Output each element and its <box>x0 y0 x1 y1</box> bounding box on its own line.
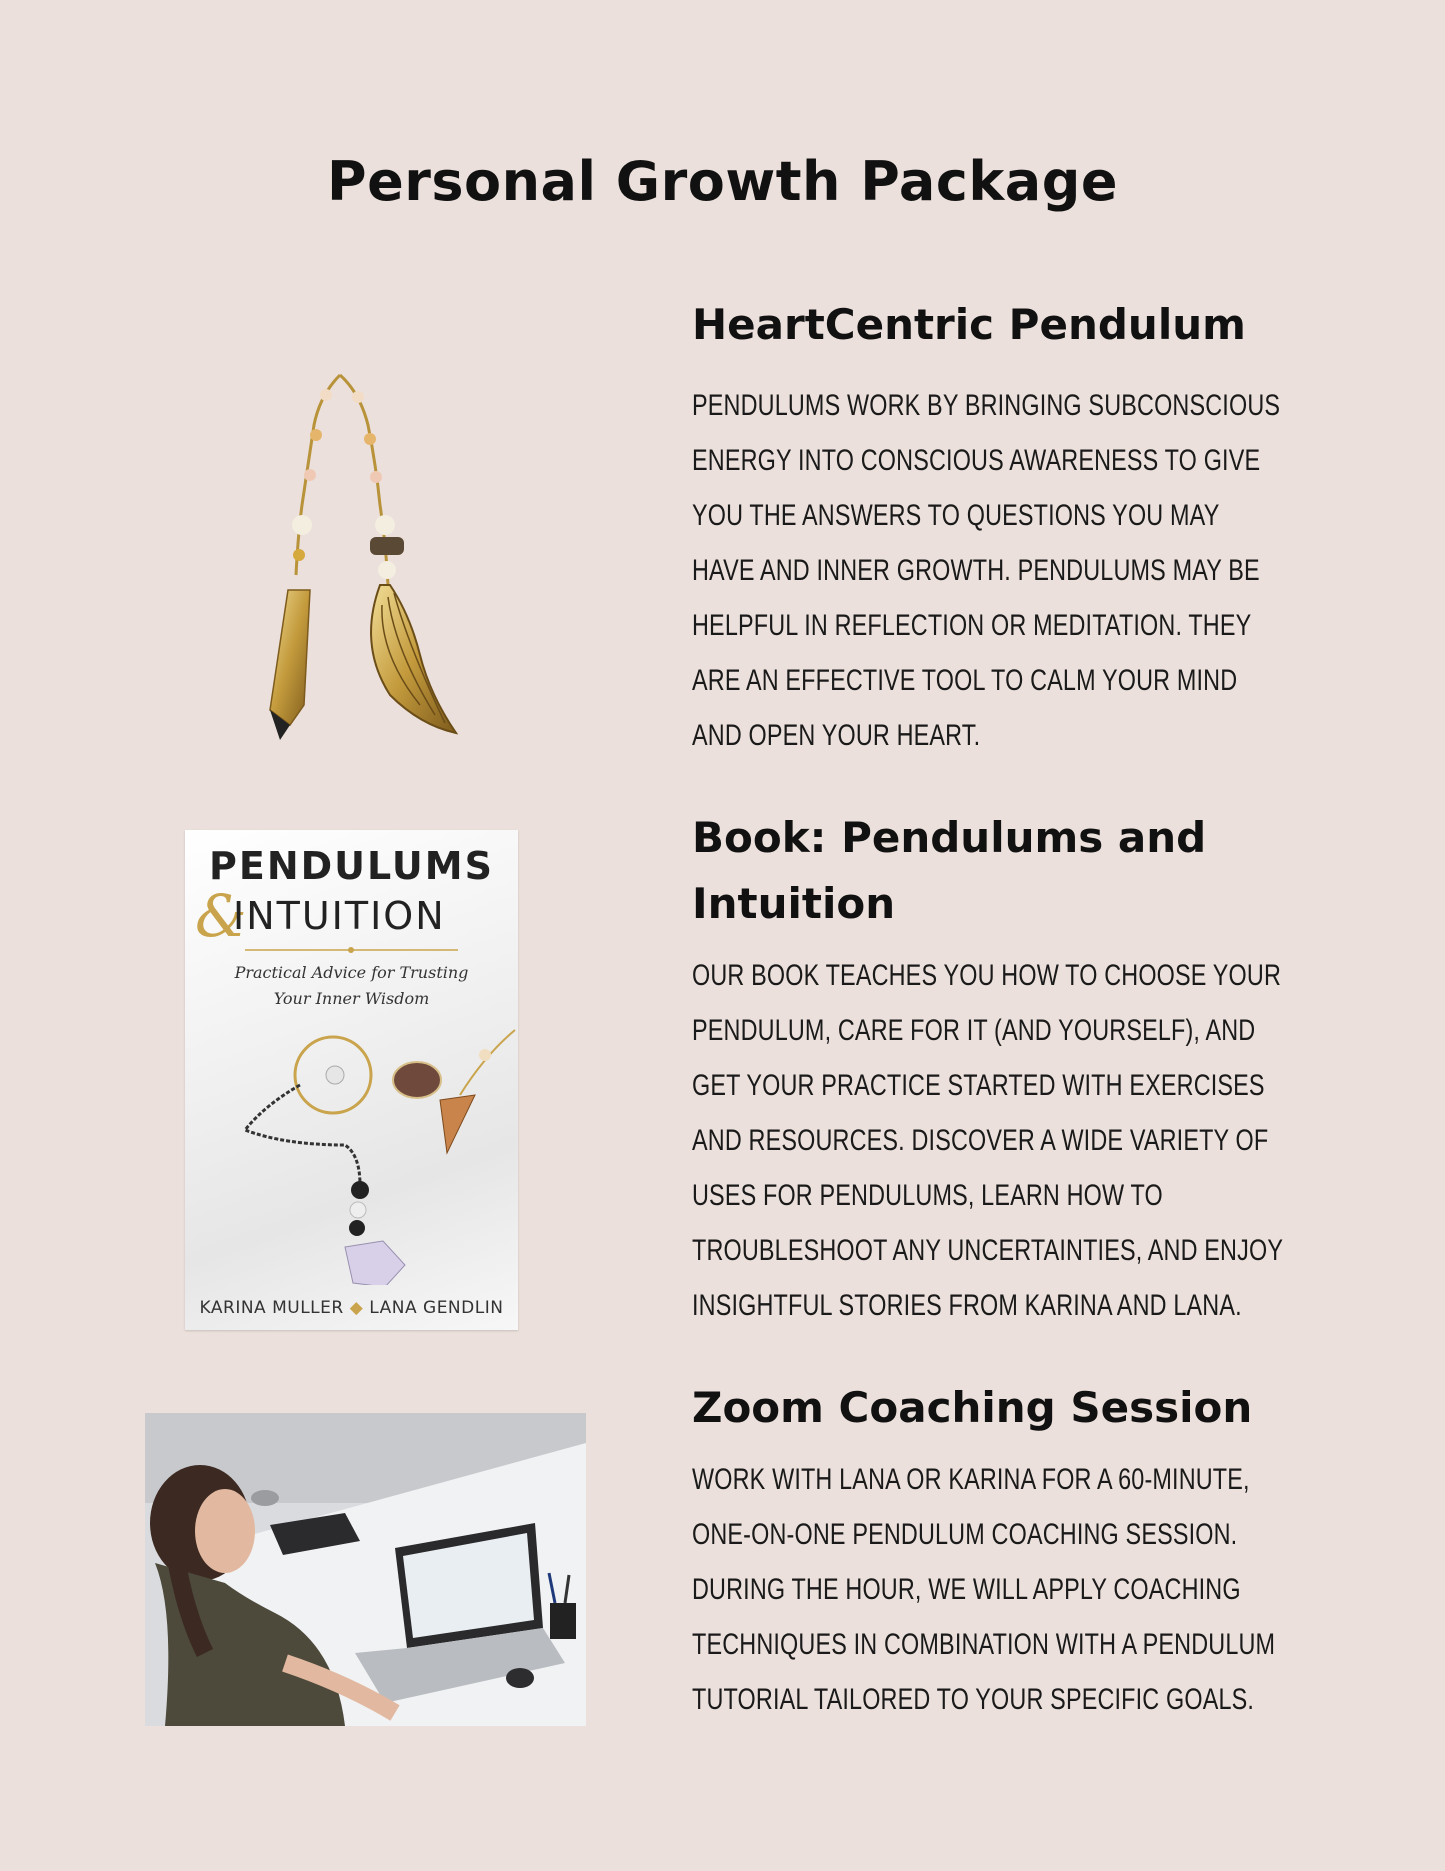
item-title-zoom: Zoom Coaching Session <box>692 1383 1253 1432</box>
book-cover-authors: KARINA MULLER ◆ LANA GENDLIN <box>199 1298 504 1318</box>
book-cover-title-2: INTUITION <box>233 894 446 938</box>
pendulum-image <box>230 365 530 745</box>
item-title-book: Book: Pendulums and Intuition <box>692 813 1207 928</box>
item-description-pendulum: PENDULUMS WORK BY BRINGING SUBCONSCIOUS ENERGY INTO CONSCIOUS AWARENESS TO GIVE YOU THE ANSWERS TO QUESTIONS YOU MAY HAVE AND INNER GROWTH. PENDULUMS MAY BE HELPFUL IN REFLECTION OR MEDITATION. THEY ARE AN EFFECTIVE TOOL TO CALM YOUR MIND AND OPEN YOUR HEART. <box>692 389 1281 752</box>
book-cover-subtitle: Practical Advice for Trusting Your Inner Wisdom <box>234 963 469 1008</box>
book-cover-image <box>185 830 518 1330</box>
zoom-coaching-photo <box>145 1413 586 1726</box>
book-divider <box>245 946 458 954</box>
page-title: Personal Growth Package <box>327 150 1118 213</box>
book-pendulums-art <box>185 1025 518 1285</box>
book-cover-ampersand: & <box>195 882 247 950</box>
item-description-zoom: WORK WITH LANA OR KARINA FOR A 60-MINUTE, ONE-ON-ONE PENDULUM COACHING SESSION. DURING THE HOUR, WE WILL APPLY COACHING TECHNIQUES IN COMBINATION WITH A PENDULUM TUTORIAL TAILORED TO YOUR SPECIFIC GOALS. <box>692 1463 1276 1716</box>
item-title-pendulum: HeartCentric Pendulum <box>692 300 1246 349</box>
item-description-book: OUR BOOK TEACHES YOU HOW TO CHOOSE YOUR PENDULUM, CARE FOR IT (AND YOURSELF), AND GET YOUR PRACTICE STARTED WITH EXERCISES AND RESOURCES. DISCOVER A WIDE VARIETY OF USES FOR PENDULUMS, LEARN HOW TO TROUBLESHOOT ANY UNCERTAINTIES, AND ENJOY INSIGHTFUL STORIES FROM KARINA AND LANA. <box>692 959 1284 1322</box>
book-cover-title: PENDULUMS <box>209 844 494 888</box>
